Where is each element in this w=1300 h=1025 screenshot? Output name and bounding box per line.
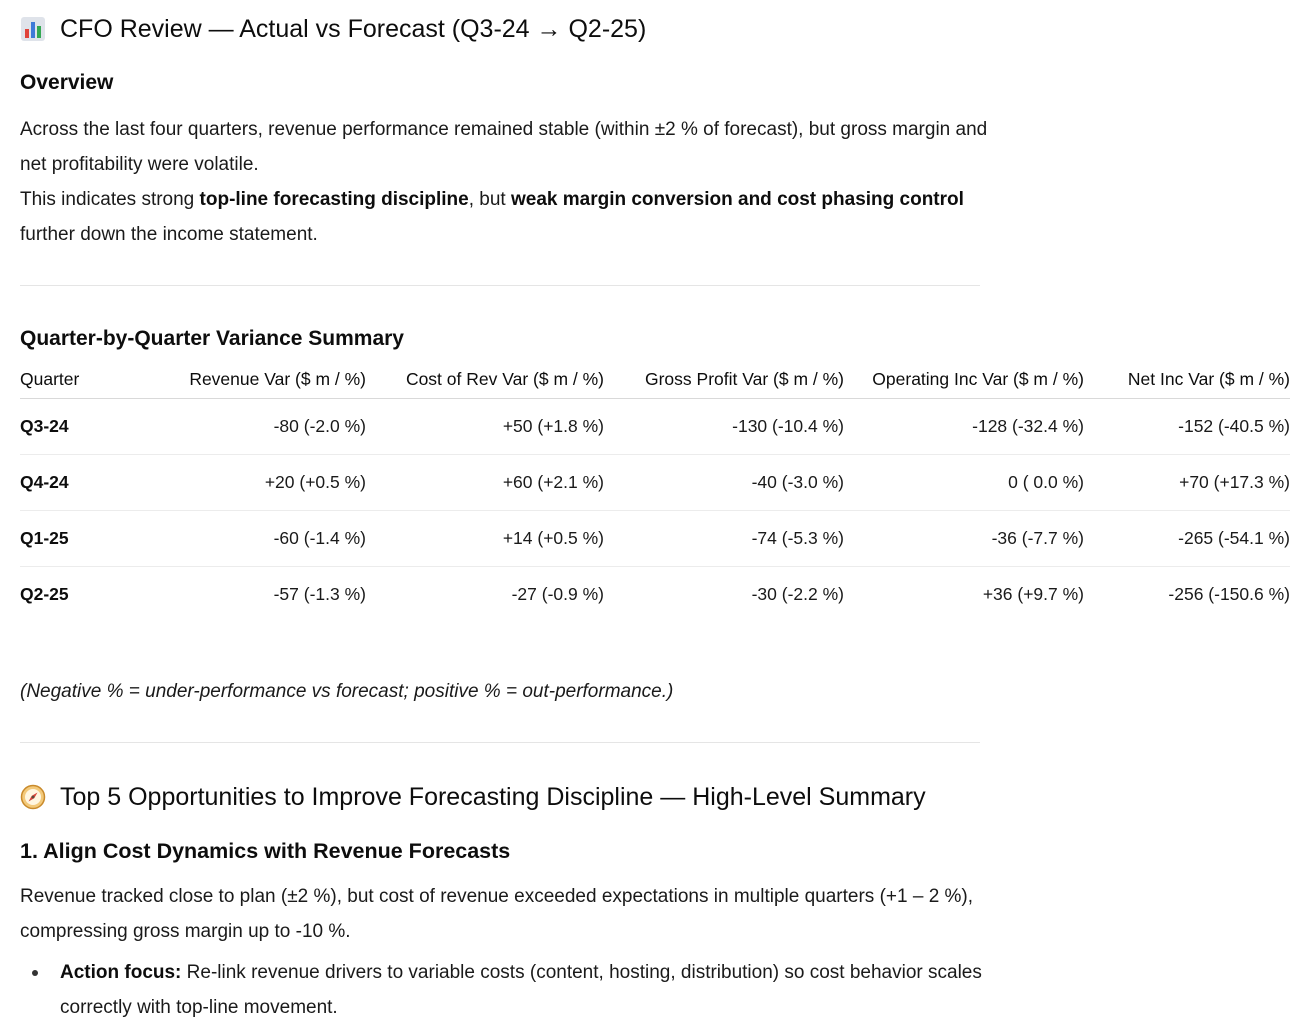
opportunity-1-body: Revenue tracked close to plan (±2 %), but cost of revenue exceeded expectations in multiple quarters (+1 – 2 %), compressing gross margin up to -10 %.	[20, 886, 974, 942]
table-cell: -27 (-0.9 %)	[511, 584, 604, 604]
bar-chart-icon	[20, 16, 46, 42]
column-header: Operating Inc Var ($ m / %)	[844, 363, 1084, 399]
table-row	[20, 455, 1290, 511]
table-cell: +20 (+0.5 %)	[150, 455, 366, 511]
column-header: Gross Profit Var ($ m / %)	[604, 363, 844, 399]
opportunity-1-heading: 1. Align Cost Dynamics with Revenue Forecasts	[20, 839, 511, 863]
table-cell: 0 ( 0.0 %)	[844, 455, 1084, 511]
opportunities-heading	[20, 780, 926, 814]
table-cell: -130 (-10.4 %)	[604, 399, 844, 455]
table-cell: +60 (+2.1 %)	[366, 455, 604, 511]
bullet-label: Action focus:	[60, 962, 182, 983]
variance-note: (Negative % = under-performance vs forecast; positive % = out-performance.)	[20, 681, 674, 702]
table-cell: -256 (-150.6 %)	[1168, 584, 1290, 604]
variance-heading: Quarter-by-Quarter Variance Summary	[20, 327, 404, 350]
page-title-text: CFO Review — Actual vs Forecast (Q3-24 → Q2-25)	[60, 15, 647, 43]
table-cell: +70 (+17.3 %)	[1084, 455, 1290, 511]
table-cell: Q3-24	[20, 399, 150, 455]
text-run: further down the income statement.	[20, 224, 318, 245]
table-cell: Q2-25	[20, 584, 69, 604]
table-cell: -265 (-54.1 %)	[1084, 511, 1290, 567]
column-header: Revenue Var ($ m / %)	[150, 363, 366, 399]
table-cell: -80 (-2.0 %)	[150, 399, 366, 455]
variance-table	[20, 363, 1290, 622]
divider	[20, 285, 980, 286]
table-row	[20, 567, 1290, 623]
divider	[20, 742, 980, 743]
table-row	[20, 399, 1290, 455]
table-cell: -60 (-1.4 %)	[150, 511, 366, 567]
table-cell: -74 (-5.3 %)	[604, 511, 844, 567]
bullet-icon	[32, 970, 38, 976]
table-cell: +36 (+9.7 %)	[982, 584, 1084, 604]
opportunities-heading-text: Top 5 Opportunities to Improve Forecasting Discipline — High-Level Summary	[60, 783, 926, 811]
table-cell: -36 (-7.7 %)	[844, 511, 1084, 567]
table-cell: -152 (-40.5 %)	[1084, 399, 1290, 455]
text-run: , but	[468, 189, 511, 210]
table-cell: -30 (-2.2 %)	[751, 584, 844, 604]
list-item	[20, 955, 1000, 1025]
overview-paragraph	[20, 112, 1000, 252]
table-cell: Q4-24	[20, 455, 150, 511]
page-title	[20, 12, 646, 46]
emphasis-text: weak margin conversion and cost phasing control	[510, 189, 964, 210]
bullet-text	[60, 955, 1000, 1025]
column-header: Cost of Rev Var ($ m / %)	[366, 363, 604, 399]
table-cell: -128 (-32.4 %)	[844, 399, 1084, 455]
compass-icon	[20, 784, 46, 810]
table-cell: +50 (+1.8 %)	[366, 399, 604, 455]
table-cell: -40 (-3.0 %)	[604, 455, 844, 511]
table-header-row	[20, 363, 1290, 399]
table-cell: +14 (+0.5 %)	[366, 511, 604, 567]
text-run: Re-link revenue drivers to variable costs (content, hosting, distribution) so cost behavior scales correctly with top-line movement.	[60, 962, 982, 1018]
overview-line-2	[20, 182, 1000, 252]
emphasis-text: top-line forecasting discipline	[199, 189, 469, 210]
overview-line-1: Across the last four quarters, revenue performance remained stable (within ±2 % of forecast), but gross margin and net profitability were volatile.	[20, 119, 988, 175]
overview-heading: Overview	[20, 71, 114, 94]
table-row	[20, 511, 1290, 567]
table-cell: Q1-25	[20, 511, 150, 567]
table-cell: -57 (-1.3 %)	[273, 584, 366, 604]
column-header: Quarter	[20, 363, 150, 399]
text-run: This indicates strong	[20, 189, 200, 210]
column-header: Net Inc Var ($ m / %)	[1084, 363, 1290, 399]
